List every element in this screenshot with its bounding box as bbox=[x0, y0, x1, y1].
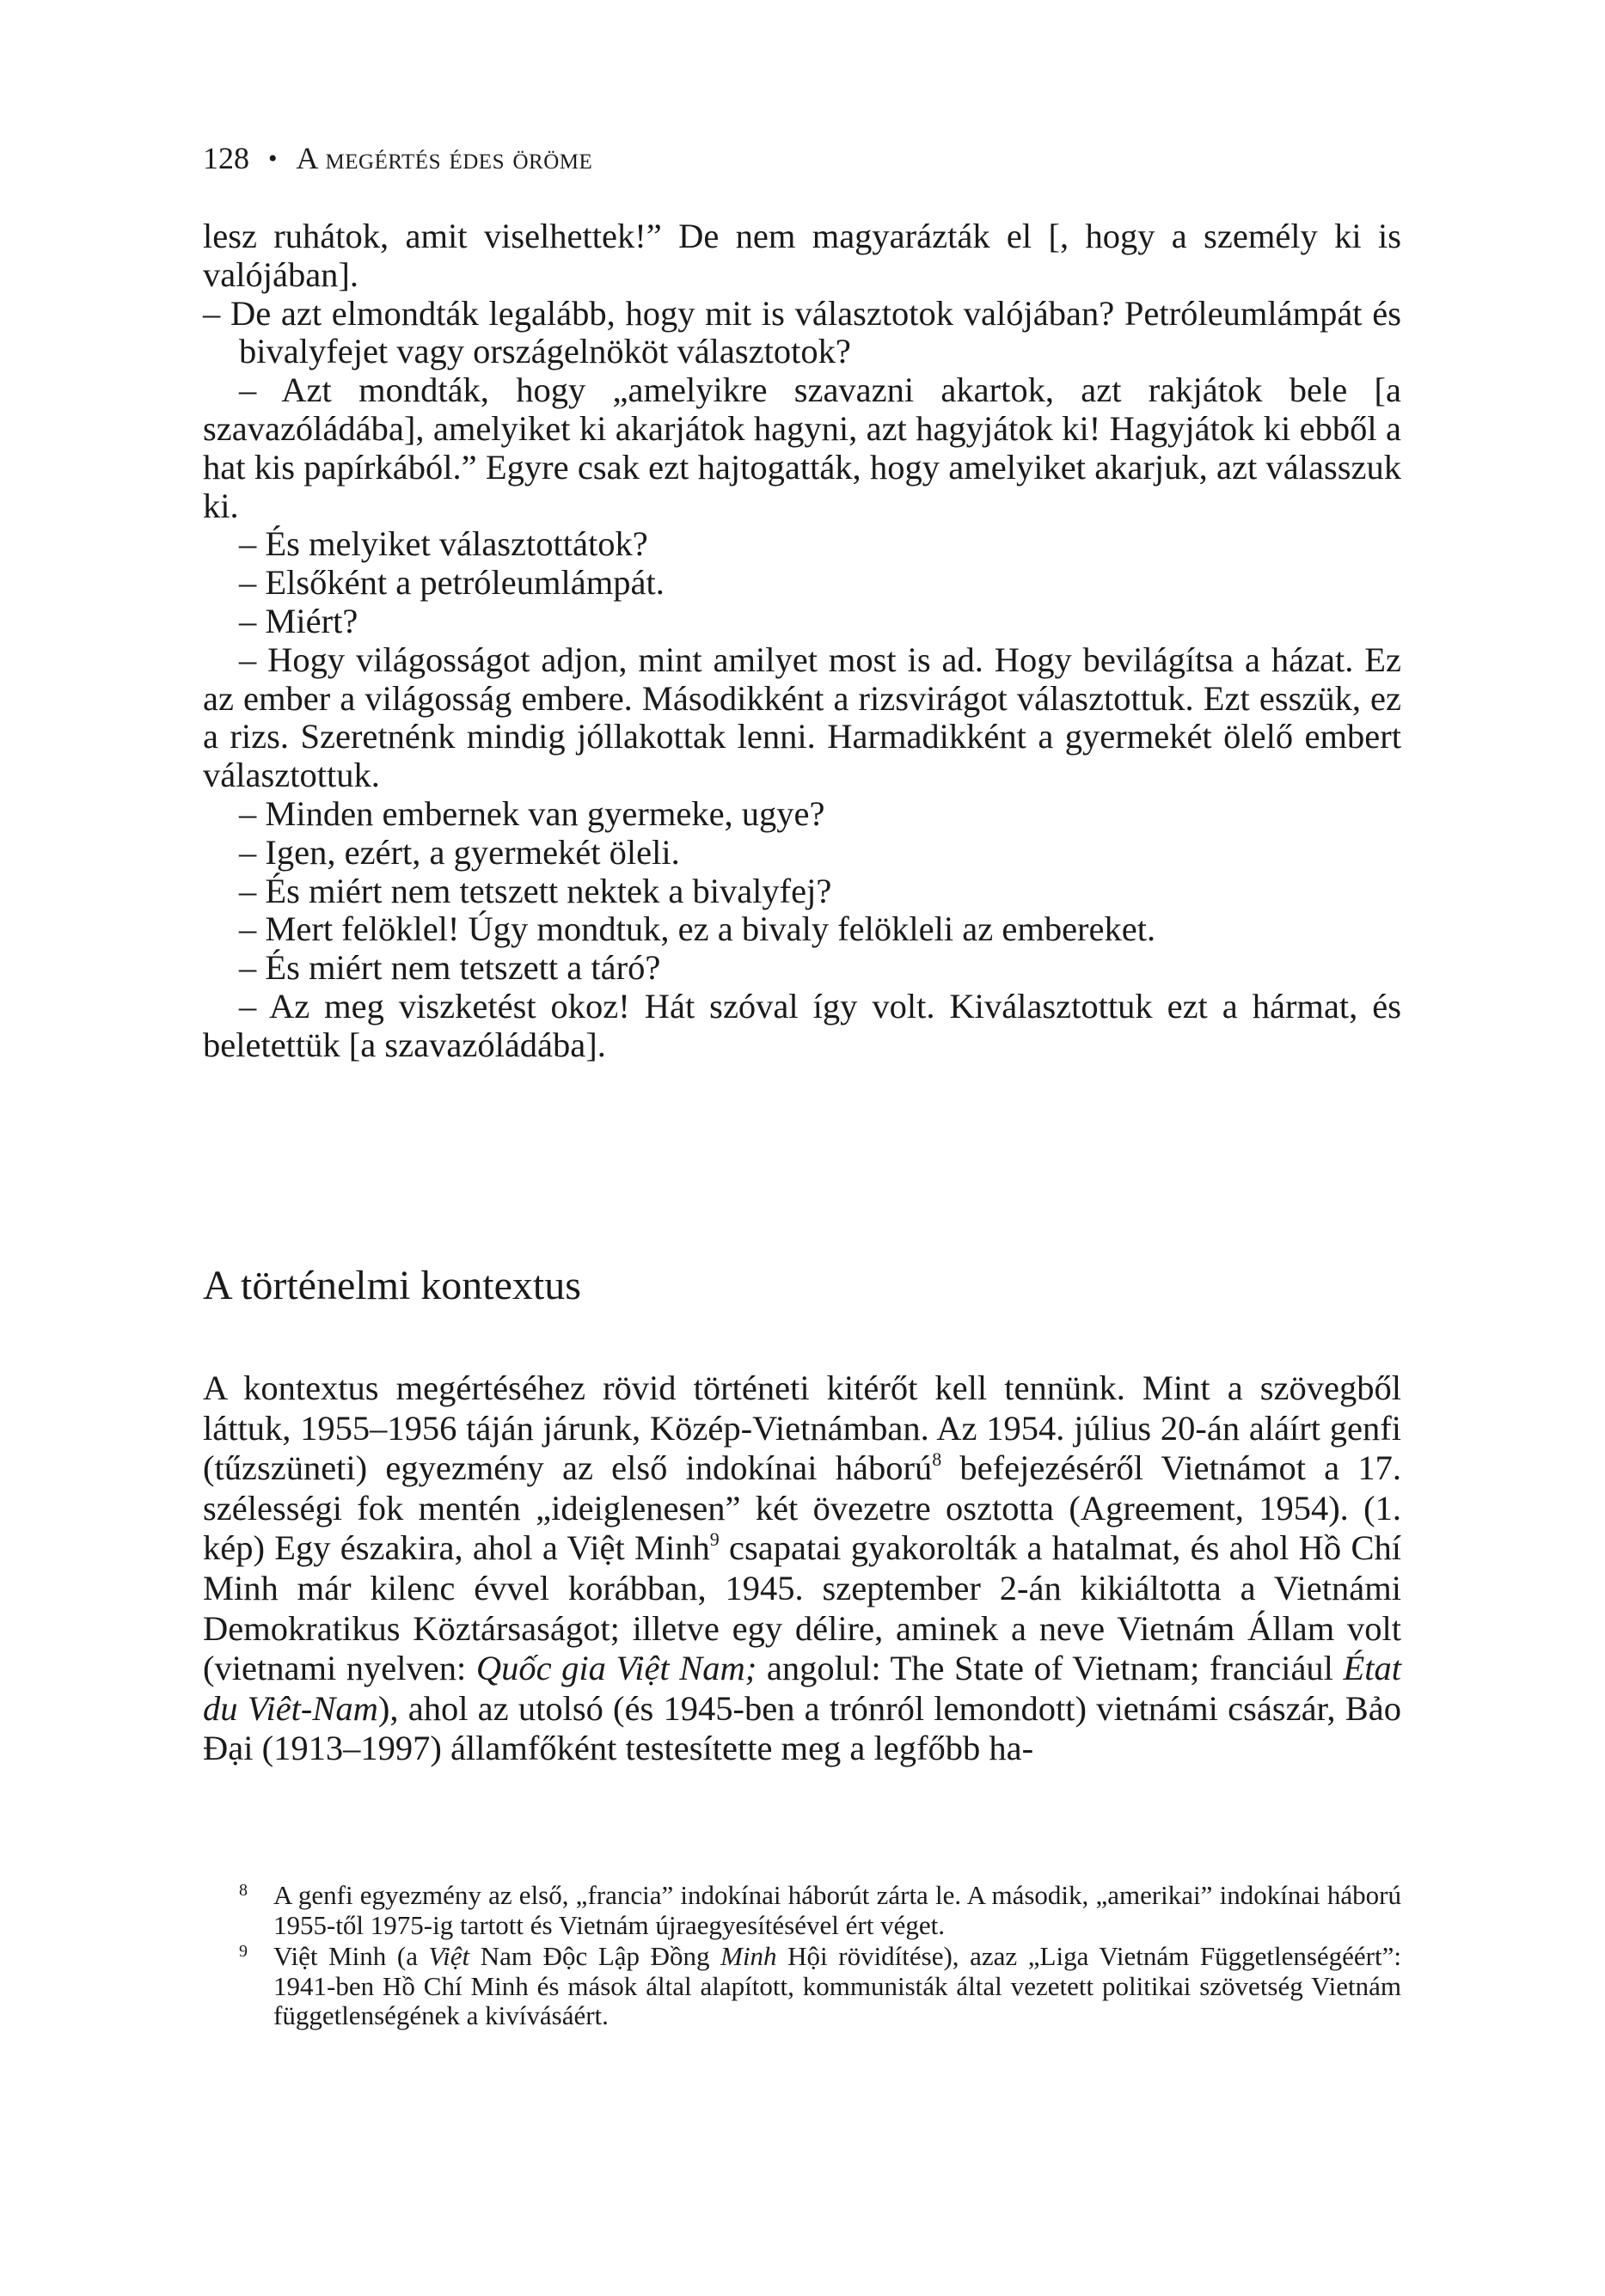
dialogue-line: – Mert felöklel! Úgy mondtuk, ez a bivaly felökleli az embereket. bbox=[239, 909, 1156, 949]
footnote-text: Hội rövidítése), azaz „Liga Vietnám Függetlenségéért”: 1941-ben Hồ Chí Minh és mások által alapított, kommunisták által vezetett politikai szövetség Vietnám függetlenségének a kivívásáért. bbox=[273, 1941, 1401, 2030]
dialogue-line: – És miért nem tetszett nektek a bivalyfej? bbox=[239, 871, 832, 910]
dialogue-line: – Hogy világosságot adjon, mint amilyet most is ad. Hogy bevilágítsa a házat. Ez az ember a világosság embere. Másodikként a rizsvirágot választottuk. Ezt esszük, ez a rizs. Szeretnénk mindig jóllakottak lenni. Harmadikként a gyermekét ölelő embert választottuk. bbox=[203, 640, 1401, 795]
section-heading: A történelmi kontextus bbox=[203, 1263, 581, 1308]
dialogue-line: – Az meg viszketést okoz! Hát szóval így volt. Kiválasztottuk ezt a hármat, és beletettük [a szavazóládába]. bbox=[203, 986, 1401, 1064]
bullet-separator-icon: • bbox=[268, 144, 278, 173]
footnote-8 bbox=[203, 1881, 1401, 1940]
footnotes bbox=[203, 1881, 1401, 2031]
footnote-text: Việt Minh (a bbox=[273, 1941, 429, 1971]
dialogue-line: – Minden embernek van gyermeke, ugye? bbox=[239, 793, 825, 833]
running-header bbox=[203, 139, 592, 180]
footnote-ref-9[interactable]: 9 bbox=[709, 1528, 720, 1551]
paragraph-text: A kontextus megértéséhez rövid történeti kitérőt kell tennünk. Mint a szövegből láttuk, 1955–1956 táján járunk, Közép-Vietnámban. Az 1954. július 20-án aláírt genfi (tűzszüneti) egyezmény az első indokínai háború bbox=[203, 1368, 1401, 1488]
page-number: 128 bbox=[203, 141, 249, 175]
italic-term: Quốc gia Việt Nam; bbox=[475, 1649, 757, 1688]
paragraph-text: ), ahol az utolsó (és 1945-ben a trónról lemondott) vietnámi császár, Bảo Đại (1913–1997) államfőként testesítette meg a legfőbb ha- bbox=[203, 1688, 1401, 1768]
footnote-number: 9 bbox=[239, 1942, 248, 1961]
italic-term: Minh bbox=[720, 1941, 777, 1971]
italic-term: Việt bbox=[428, 1941, 470, 1971]
paragraph-text: angolul: The State of Vietnam; franciául bbox=[757, 1649, 1344, 1688]
footnote-text: A genfi egyezmény az első, „francia” indokínai háborút zárta le. A második, „amerikai” indokínai háború 1955-től 1975-ig tartott és Vietnám újraegyesítésével ért véget. bbox=[273, 1880, 1401, 1940]
book-title: A megértés édes öröme bbox=[296, 141, 593, 175]
dialogue-line: lesz ruhátok, amit viselhettek!” De nem magyarázták el [, hogy a személy ki is valójában]. bbox=[203, 217, 1401, 294]
italic-term: État du Viêt-Nam bbox=[203, 1649, 1402, 1728]
footnote-9 bbox=[203, 1942, 1401, 2031]
dialogue-line: – Azt mondták, hogy „amelyikre szavazni akartok, azt rakjátok bele [a szavazóládába], amelyiket ki akarjátok hagyni, azt hagyjátok ki! Hagyjátok ki ebből a hat kis papírkából.” Egyre csak ezt hajtogatták, hogy amelyiket akarjuk, azt válasszuk ki. bbox=[203, 370, 1401, 525]
body-paragraph bbox=[203, 1368, 1401, 1769]
footnote-text: Nam Độc Lập Đồng bbox=[469, 1941, 721, 1971]
dialogue-line: – Igen, ezért, a gyermekét öleli. bbox=[239, 832, 680, 872]
dialogue-line: – De azt elmondták legalább, hogy mit is választotok valójában? Petróleumlámpát és bivalyfejet vagy országelnököt választotok? bbox=[203, 293, 1401, 371]
paragraph-text: befejezéséről Vietnámot a 17. szélességi fok mentén „ideiglenesen” két övezetre osztotta (Agreement, 1954). (1. kép) Egy északira, ahol a Việt Minh bbox=[203, 1448, 1401, 1568]
footnote-number: 8 bbox=[239, 1881, 248, 1900]
paragraph-text: csapatai gyakorolták a hatalmat, és ahol Hồ Chí Minh már kilenc évvel korábban, 1945. szeptember 2-án kikiáltotta a Vietnámi Demokratikus Köztársaságot; illetve egy délire, aminek a neve Vietnám Állam volt (vietnami nyelven: bbox=[203, 1528, 1401, 1688]
dialogue-line: – És miért nem tetszett a táró? bbox=[239, 948, 661, 988]
footnote-ref-8[interactable]: 8 bbox=[932, 1448, 942, 1471]
dialogue-line: – És melyiket választottátok? bbox=[239, 524, 648, 564]
dialogue-line: – Miért? bbox=[239, 601, 358, 640]
dialogue-line: – Elsőként a petróleumlámpát. bbox=[239, 563, 665, 603]
section-body bbox=[203, 1368, 1401, 1769]
dialogue-transcript bbox=[203, 217, 1401, 1065]
